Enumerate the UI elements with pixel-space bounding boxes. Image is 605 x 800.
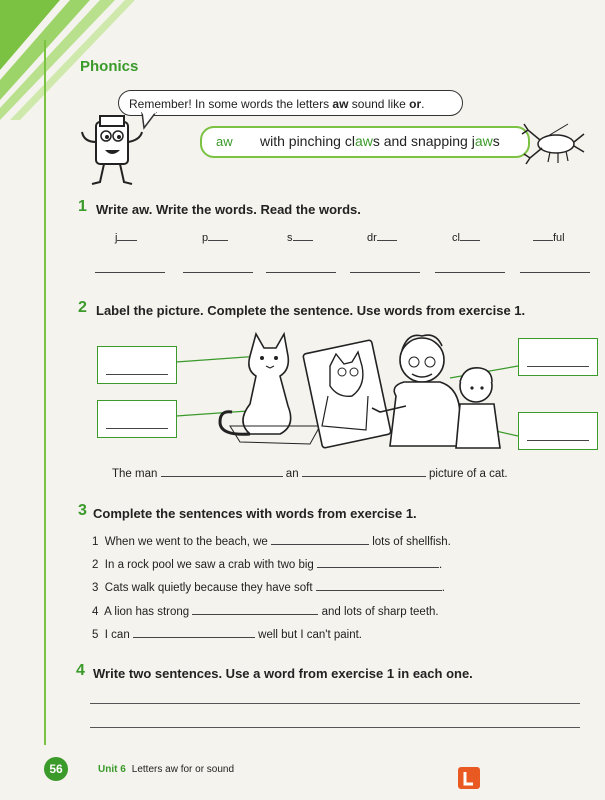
word-fragment-1: j — [115, 230, 137, 244]
picture-label-box-1[interactable] — [97, 346, 177, 384]
fill-blank[interactable] — [293, 230, 313, 241]
exercise-3-title: Complete the sentences with words from exercise 1. — [93, 506, 417, 521]
footer-unit: Unit 6 — [98, 764, 126, 775]
exercise-3-item-5: 5 I can well but I can't paint. — [92, 629, 362, 641]
word-fragment-4: dr — [367, 230, 397, 244]
fill-blank[interactable] — [460, 230, 480, 241]
exercise-1-number: 1 — [78, 198, 87, 215]
exercise-2-title: Label the picture. Complete the sentence. Use words from exercise 1. — [96, 303, 526, 318]
exercise-4-number: 4 — [76, 662, 85, 679]
fill-blank[interactable] — [161, 466, 283, 477]
picture-label-box-4[interactable] — [518, 412, 598, 450]
fill-blank[interactable] — [208, 230, 228, 241]
fill-blank[interactable] — [302, 466, 426, 477]
word-fragment-3: s — [287, 230, 313, 244]
word-fragment-5: cl — [452, 230, 480, 244]
picture-label-box-2[interactable] — [97, 400, 177, 438]
fill-blank[interactable] — [533, 230, 553, 241]
fill-blank[interactable] — [317, 557, 439, 568]
write-line[interactable] — [435, 272, 505, 273]
fill-blank[interactable] — [271, 534, 369, 545]
word-fragment-6: ful — [533, 230, 565, 244]
footer — [98, 764, 234, 775]
footer-topic: Letters aw for or sound — [131, 764, 235, 775]
page-margin-line — [44, 40, 46, 745]
write-line[interactable] — [266, 272, 336, 273]
exercise-1-title: Write aw. Write the words. Read the words. — [96, 202, 361, 217]
lobster-illustration — [518, 118, 588, 166]
exercise-2-number: 2 — [78, 299, 87, 316]
page-number-badge: 56 — [44, 757, 68, 781]
pencil-sharpener-mascot-illustration — [78, 112, 148, 190]
exercise-4-title: Write two sentences. Use a word from exercise 1 in each one. — [93, 666, 473, 681]
write-line[interactable] — [520, 272, 590, 273]
exercise-3-item-3: 3 Cats walk quietly because they have soft . — [92, 582, 445, 594]
exercise-3-item-4: 4 A lion has strong and lots of sharp teeth. — [92, 606, 439, 618]
remember-bubble: Remember! In some words the letters aw sound like or. — [118, 90, 463, 116]
aw-label: aw — [216, 134, 233, 149]
fill-blank[interactable] — [377, 230, 397, 241]
fill-blank[interactable] — [117, 230, 137, 241]
word-fragment-2: p — [202, 230, 228, 244]
section-title: Phonics — [80, 58, 139, 75]
exercise-3-item-2: 2 In a rock pool we saw a crab with two big . — [92, 559, 443, 571]
aw-phrase: with pinching claws and snapping jaws — [260, 133, 500, 149]
write-line[interactable] — [90, 727, 580, 728]
exercise-3-number: 3 — [78, 502, 87, 519]
fill-blank[interactable] — [133, 627, 255, 638]
exercise-3-item-1: 1 When we went to the beach, we lots of shellfish. — [92, 536, 451, 548]
watermark-logo-icon — [458, 767, 480, 789]
fill-blank[interactable] — [192, 604, 318, 615]
exercise-2-sentence: The man an picture of a cat. — [112, 468, 508, 480]
write-line[interactable] — [183, 272, 253, 273]
write-line[interactable] — [90, 703, 580, 704]
fill-blank[interactable] — [316, 580, 442, 591]
write-line[interactable] — [95, 272, 165, 273]
picture-label-box-3[interactable] — [518, 338, 598, 376]
aw-phrase-box — [200, 126, 530, 158]
write-line[interactable] — [350, 272, 420, 273]
